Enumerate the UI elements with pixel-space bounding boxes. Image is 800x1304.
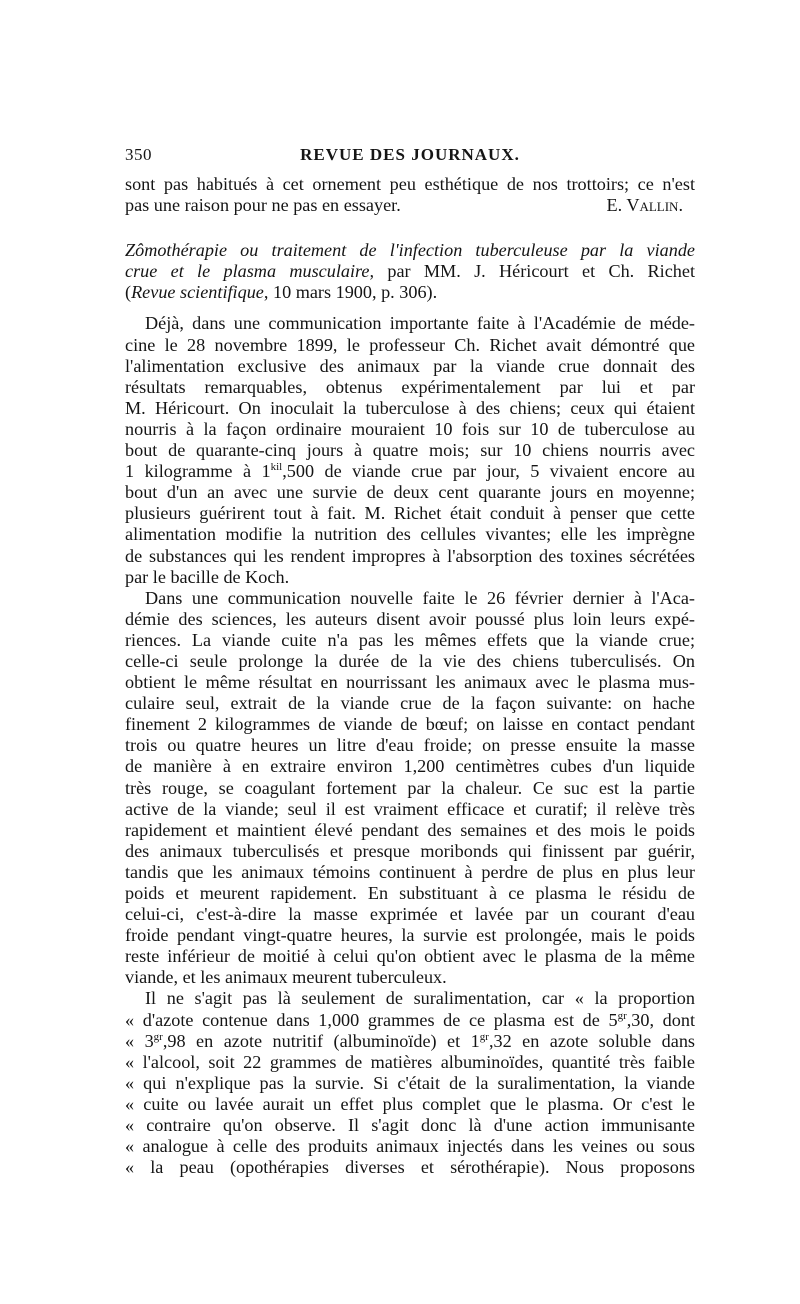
text-line bbox=[125, 195, 695, 216]
paragraph-3 bbox=[125, 988, 695, 1178]
article-source bbox=[125, 282, 695, 303]
text-fragment: ( bbox=[125, 282, 132, 303]
author-signature: E. Vallin. bbox=[606, 195, 683, 216]
text-line: nourris à la façon ordinaire mouraient 10 fois sur 10 de tuberculose au bbox=[125, 418, 695, 439]
text-line: viande, et les animaux meurent tuberculeux. bbox=[125, 967, 447, 988]
superscript: gr bbox=[617, 1009, 627, 1022]
text-fragment: ,32 en azote soluble dans bbox=[488, 1030, 696, 1051]
text-line: de substances qui les rendent impropres à l'absorption des toxines sécrétées bbox=[125, 545, 695, 566]
text-line: culaire seul, extrait de la viande crue de la façon suivante: on hache bbox=[125, 693, 695, 714]
text-line: trois ou quatre heures un litre d'eau froide; on presse ensuite la masse bbox=[125, 735, 695, 756]
text-line: « analogue à celle des produits animaux injectés dans les veines ou sous bbox=[125, 1136, 695, 1157]
article-authors: par MM. J. Héricourt et Ch. Richet bbox=[387, 261, 696, 282]
text-line: Dans une communication nouvelle faite le 26 février dernier à l'Aca- bbox=[145, 587, 695, 608]
text-fragment: ,30, dont bbox=[626, 1009, 695, 1030]
text-line: reste inférieur de moitié à celui qu'on obtient avec le plasma de la même bbox=[125, 946, 695, 967]
text-line: celle-ci seule prolonge la durée de la vie des chiens tuberculisés. On bbox=[125, 650, 695, 671]
text-line: très rouge, se coagulant fortement par la chaleur. Ce suc est la partie bbox=[125, 777, 695, 798]
text-line: « qui n'explique pas la survie. Si c'était de la suralimentation, la viande bbox=[125, 1072, 695, 1093]
section-gap bbox=[125, 216, 695, 240]
text-line: de manière à en extraire environ 1,200 centimètres cubes d'un liquide bbox=[125, 756, 695, 777]
superscript: gr bbox=[153, 1030, 163, 1043]
text-line: celui-ci, c'est-à-dire la masse exprimée et lavée par un courant d'eau bbox=[125, 904, 695, 925]
running-title: REVUE DES JOURNAUX. bbox=[300, 145, 520, 164]
text-fragment: ,98 en azote nutritif (albuminoïde) et 1 bbox=[162, 1030, 480, 1051]
article-title-line: Zômothérapie ou traitement de l'infection tuberculeuse par la viande bbox=[125, 240, 695, 261]
text-line: des animaux tuberculisés et presque moribonds qui finissent par guérir, bbox=[125, 840, 695, 861]
text-fragment: 1 kilogramme à 1 bbox=[125, 461, 271, 482]
page-number: 350 bbox=[125, 145, 152, 164]
article-title-line bbox=[125, 261, 695, 282]
text-fragment: ,500 de viande crue par jour, 5 vivaient encore au bbox=[282, 461, 695, 482]
text-fragment: pas une raison pour ne pas en essayer. bbox=[125, 195, 401, 216]
text-line: active de la viande; seul il est vraiment efficace et curatif; il relève très bbox=[125, 798, 695, 819]
journal-page bbox=[125, 140, 695, 1178]
text-fragment: « d'azote contenue dans 1,000 grammes de ce plasma est de 5 bbox=[125, 1009, 618, 1030]
text-line: tandis que les animaux témoins continuent à perdre de plus en plus leur bbox=[125, 861, 695, 882]
text-line: plusieurs guérirent tout à fait. M. Richet était conduit à penser que cette bbox=[125, 503, 695, 524]
superscript: gr bbox=[479, 1030, 489, 1043]
text-line: « contraire qu'on observe. Il s'agit donc là d'une action immunisante bbox=[125, 1115, 695, 1136]
text-line: riences. La viande cuite n'a pas les mêmes effets que la viande crue; bbox=[125, 629, 695, 650]
text-line bbox=[125, 1031, 695, 1052]
section-gap bbox=[125, 303, 695, 313]
text-line: sont pas habitués à cet ornement peu esthétique de nos trottoirs; ce n'est bbox=[125, 174, 695, 194]
text-line: bout d'un an avec une survie de deux cent quarante jours en moyenne; bbox=[125, 482, 695, 503]
paragraph-2 bbox=[125, 588, 695, 989]
text-line: M. Héricourt. On inoculait la tuberculose à des chiens; ceux qui étaient bbox=[125, 397, 695, 418]
text-line: résultats remarquables, obtenus expérimentalement par lui et par bbox=[125, 376, 695, 397]
text-line bbox=[125, 461, 695, 482]
text-line: bout de quarante-cinq jours à quatre mois; sur 10 chiens nourris avec bbox=[125, 440, 695, 461]
source-details: , 10 mars 1900, p. 306). bbox=[263, 282, 438, 303]
text-line: l'alimentation exclusive des animaux par la viande crue donnait des bbox=[125, 355, 695, 376]
text-line: « la peau (opothérapies diverses et sérothérapie). Nous proposons bbox=[125, 1157, 695, 1178]
text-line: poids et meurent rapidement. En substituant à ce plasma le résidu de bbox=[125, 883, 695, 903]
text-line: obtient le même résultat en nourrissant les animaux avec le plasma mus- bbox=[125, 672, 695, 693]
text-line: finement 2 kilogrammes de viande de bœuf; on laisse en contact pendant bbox=[125, 714, 695, 735]
text-line bbox=[125, 1010, 695, 1031]
page-header bbox=[125, 140, 695, 174]
superscript: kil bbox=[270, 461, 283, 474]
source-journal: Revue scientifique bbox=[131, 282, 264, 303]
text-line: alimentation modifie la nutrition des cellules vivantes; elle les imprègne bbox=[125, 524, 695, 545]
text-fragment: « 3 bbox=[125, 1030, 154, 1051]
article-heading bbox=[125, 240, 695, 303]
text-line: froide pendant vingt-quatre heures, la survie est prolongée, mais le poids bbox=[125, 925, 695, 946]
text-line: cine le 28 novembre 1899, le professeur Ch. Richet avait démontré que bbox=[125, 334, 695, 355]
text-line: « cuite ou lavée aurait un effet plus complet que le plasma. Or c'est le bbox=[125, 1093, 695, 1114]
article-title-fragment: crue et le plasma musculaire, bbox=[125, 261, 375, 282]
paragraph-1 bbox=[125, 313, 695, 587]
text-line: démie des sciences, les auteurs disent avoir poussé plus loin leurs expé- bbox=[125, 608, 695, 629]
text-line: rapidement et maintient élevé pendant des semaines et des mois le poids bbox=[125, 819, 695, 840]
text-line: Déjà, dans une communication importante faite à l'Académie de méde- bbox=[145, 313, 695, 334]
text-line: par le bacille de Koch. bbox=[125, 566, 290, 587]
text-line: Il ne s'agit pas là seulement de suralimentation, car « la proportion bbox=[145, 988, 695, 1009]
previous-article-ending bbox=[125, 174, 695, 216]
text-line: « l'alcool, soit 22 grammes de matières albuminoïdes, quantité très faible bbox=[125, 1051, 695, 1072]
